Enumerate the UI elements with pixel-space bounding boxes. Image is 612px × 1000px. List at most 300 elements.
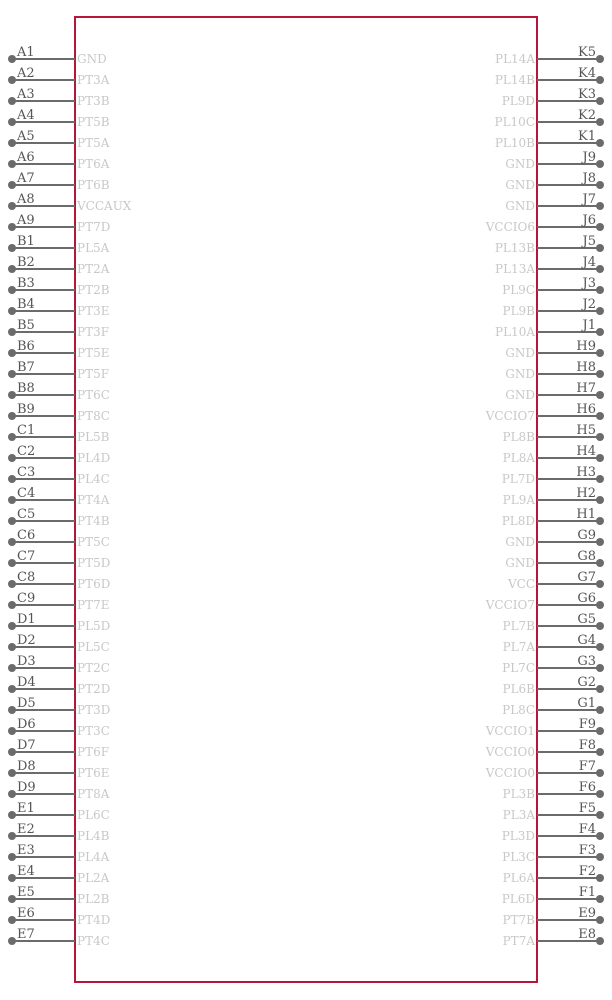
right-pin-F2 [503, 864, 604, 885]
pin-name: VCCAUX [77, 199, 132, 213]
pin-number: G7 [577, 570, 596, 585]
pin-name: VCCIO0 [485, 745, 535, 759]
pin-endpoint-dot [596, 664, 604, 672]
pin-name: PL10C [494, 115, 535, 129]
pin-name: PL3D [501, 829, 535, 843]
pin-name: VCCIO1 [485, 724, 535, 738]
pin-name: PT7E [77, 598, 110, 612]
left-pin-C9 [8, 591, 109, 612]
pin-endpoint-dot [8, 97, 16, 105]
pin-number: B4 [17, 297, 35, 312]
right-pin-J1 [495, 318, 604, 339]
pin-endpoint-dot [596, 769, 604, 777]
right-pin-H2 [503, 486, 604, 507]
right-pin-H6 [485, 402, 604, 423]
left-pin-A8 [8, 192, 132, 213]
pin-endpoint-dot [8, 76, 16, 84]
left-pin-B5 [8, 318, 109, 339]
pin-number: C5 [17, 507, 36, 522]
pin-endpoint-dot [8, 328, 16, 336]
pin-name: PT6D [77, 577, 111, 591]
pin-name: PL4B [77, 829, 110, 843]
pin-endpoint-dot [8, 685, 16, 693]
left-pin-A7 [8, 171, 110, 192]
pin-number: G9 [577, 528, 596, 543]
pin-name: PL4D [77, 451, 111, 465]
left-pin-C4 [8, 486, 110, 507]
pin-number: F9 [578, 717, 596, 732]
pin-endpoint-dot [8, 370, 16, 378]
right-pin-H9 [505, 339, 604, 360]
left-pin-D1 [8, 612, 110, 633]
pin-name: PT4B [77, 514, 110, 528]
pin-endpoint-dot [596, 244, 604, 252]
pin-number: K2 [578, 108, 596, 123]
pin-name: PT6C [77, 388, 110, 402]
pin-number: E7 [17, 927, 35, 942]
pin-number: H9 [576, 339, 596, 354]
pin-name: PL13B [494, 241, 535, 255]
pin-name: PT6E [77, 766, 110, 780]
left-pin-E5 [8, 885, 110, 906]
right-pin-F5 [503, 801, 604, 822]
pin-number: D4 [17, 675, 36, 690]
pin-endpoint-dot [596, 433, 604, 441]
pin-endpoint-dot [8, 748, 16, 756]
pin-endpoint-dot [596, 832, 604, 840]
pin-number: K1 [578, 129, 596, 144]
pin-number: C1 [17, 423, 36, 438]
right-pin-F3 [502, 843, 604, 864]
pin-number: D7 [17, 738, 36, 753]
pin-endpoint-dot [596, 139, 604, 147]
right-pin-G7 [507, 570, 604, 591]
pin-name: PL5C [77, 640, 110, 654]
pin-number: A4 [17, 108, 35, 123]
pin-number: A5 [17, 129, 35, 144]
left-pin-E6 [8, 906, 110, 927]
pin-number: F2 [578, 864, 596, 879]
pin-number: A9 [17, 213, 35, 228]
pin-endpoint-dot [8, 55, 16, 63]
pin-number: H1 [576, 507, 596, 522]
right-pin-H8 [505, 360, 604, 381]
pin-endpoint-dot [8, 874, 16, 882]
pin-name: PT2B [77, 283, 110, 297]
pin-number: E2 [17, 822, 35, 837]
pin-name: PL9B [502, 304, 535, 318]
right-pin-J2 [503, 297, 605, 318]
pin-name: PL4C [77, 472, 110, 486]
pin-endpoint-dot [596, 811, 604, 819]
pin-name: PL9C [502, 283, 535, 297]
pin-name: GND [505, 178, 535, 192]
pin-name: VCCIO6 [485, 220, 535, 234]
pin-number: H7 [576, 381, 596, 396]
pin-name: PT4A [77, 493, 110, 507]
pin-number: D6 [17, 717, 36, 732]
pin-name: PL5B [77, 430, 110, 444]
pin-number: F8 [578, 738, 596, 753]
pin-number: G2 [577, 675, 596, 690]
pin-endpoint-dot [8, 391, 16, 399]
pin-name: VCCIO7 [485, 409, 535, 423]
left-pin-B3 [8, 276, 110, 297]
pin-number: B1 [17, 234, 35, 249]
pin-name: PL13A [495, 262, 535, 276]
pin-number: J4 [582, 255, 596, 270]
pin-name: PL8C [502, 703, 535, 717]
pin-number: A3 [17, 87, 35, 102]
pin-number: E4 [17, 864, 35, 879]
right-pin-J6 [485, 213, 604, 234]
right-pin-G6 [485, 591, 604, 612]
left-pin-A3 [8, 87, 110, 108]
left-pin-E7 [8, 927, 110, 948]
pin-endpoint-dot [8, 706, 16, 714]
pin-endpoint-dot [8, 727, 16, 735]
pin-endpoint-dot [596, 55, 604, 63]
pin-endpoint-dot [8, 580, 16, 588]
pin-endpoint-dot [8, 433, 16, 441]
pin-name: PL8D [501, 514, 535, 528]
pin-endpoint-dot [596, 202, 604, 210]
right-pin-H4 [503, 444, 604, 465]
left-pin-C3 [8, 465, 110, 486]
pin-endpoint-dot [596, 454, 604, 462]
pin-number: B3 [17, 276, 35, 291]
left-pin-E1 [8, 801, 110, 822]
pin-endpoint-dot [8, 559, 16, 567]
right-pin-H3 [502, 465, 604, 486]
pin-name: GND [505, 199, 535, 213]
right-pin-E8 [503, 927, 604, 948]
pin-number: H2 [576, 486, 596, 501]
pin-number: A7 [17, 171, 35, 186]
pin-name: PT8C [77, 409, 110, 423]
pin-name: PT3C [77, 724, 110, 738]
pin-name: PT5C [77, 535, 110, 549]
right-pin-J4 [495, 255, 604, 276]
left-pin-C5 [8, 507, 110, 528]
pin-name: PL2A [77, 871, 110, 885]
right-pin-J9 [505, 150, 604, 171]
right-pin-G2 [503, 675, 605, 696]
pin-name: GND [77, 52, 107, 66]
right-pin-G5 [503, 612, 605, 633]
pin-name: PL14A [495, 52, 535, 66]
pin-name: PL7D [501, 472, 535, 486]
pin-number: E9 [578, 906, 596, 921]
pin-name: PL6B [502, 682, 535, 696]
left-pin-C7 [8, 549, 110, 570]
right-pin-F7 [485, 759, 604, 780]
right-pin-J7 [505, 192, 604, 213]
left-pin-A2 [8, 66, 110, 87]
pin-endpoint-dot [8, 769, 16, 777]
left-pin-B2 [8, 255, 110, 276]
pin-endpoint-dot [8, 475, 16, 483]
pin-number: E6 [17, 906, 35, 921]
right-pin-K1 [495, 129, 604, 150]
pin-name: PT3B [77, 94, 110, 108]
pin-number: G8 [577, 549, 596, 564]
right-pin-J8 [505, 171, 604, 192]
pin-endpoint-dot [596, 286, 604, 294]
pin-number: G6 [577, 591, 596, 606]
pin-number: A1 [17, 45, 35, 60]
pin-name: PL9D [501, 94, 535, 108]
pin-number: G4 [577, 633, 596, 648]
right-pin-G3 [502, 654, 604, 675]
pin-number: B5 [17, 318, 35, 333]
pin-endpoint-dot [8, 286, 16, 294]
pin-number: D3 [17, 654, 36, 669]
pin-name: GND [505, 535, 535, 549]
pin-number: J2 [582, 297, 596, 312]
pin-endpoint-dot [596, 706, 604, 714]
right-pin-K5 [495, 45, 604, 66]
right-pin-F8 [485, 738, 604, 759]
pin-number: J8 [582, 171, 596, 186]
pin-name: PT3A [77, 73, 110, 87]
pin-name: PT5A [77, 136, 110, 150]
right-pin-G1 [502, 696, 604, 717]
pin-name: PT6A [77, 157, 110, 171]
pin-endpoint-dot [596, 412, 604, 420]
pin-endpoint-dot [596, 496, 604, 504]
pin-endpoint-dot [8, 517, 16, 525]
pin-number: J6 [582, 213, 596, 228]
pin-number: F3 [578, 843, 596, 858]
pin-endpoint-dot [8, 832, 16, 840]
left-pin-C8 [8, 570, 110, 591]
pin-endpoint-dot [8, 790, 16, 798]
left-pin-A5 [8, 129, 110, 150]
pin-name: PL7B [502, 619, 535, 633]
pin-name: PL3C [502, 850, 535, 864]
pin-endpoint-dot [596, 475, 604, 483]
pin-name: PT6F [77, 745, 110, 759]
pin-endpoint-dot [596, 370, 604, 378]
left-pin-B8 [8, 381, 110, 402]
pin-name: PT5F [77, 367, 110, 381]
pin-endpoint-dot [596, 160, 604, 168]
right-pin-H7 [505, 381, 604, 402]
left-pin-D7 [8, 738, 109, 759]
pin-endpoint-dot [596, 790, 604, 798]
pin-endpoint-dot [596, 307, 604, 315]
pin-name: PT8A [77, 787, 110, 801]
pin-number: D1 [17, 612, 36, 627]
pin-name: PT7D [77, 220, 111, 234]
left-pin-A6 [8, 150, 110, 171]
left-pin-D9 [8, 780, 110, 801]
right-pin-group [485, 45, 604, 948]
pin-number: G5 [577, 612, 596, 627]
pin-endpoint-dot [8, 412, 16, 420]
pin-number: C3 [17, 465, 36, 480]
pin-endpoint-dot [8, 811, 16, 819]
pin-name: PL8B [502, 430, 535, 444]
right-pin-F1 [502, 885, 604, 906]
pin-name: PT3F [77, 325, 110, 339]
pin-number: A2 [17, 66, 35, 81]
pin-endpoint-dot [596, 517, 604, 525]
right-pin-H1 [502, 507, 604, 528]
pin-endpoint-dot [8, 202, 16, 210]
pin-number: E5 [17, 885, 35, 900]
right-pin-G4 [503, 633, 604, 654]
pin-number: J7 [582, 192, 596, 207]
left-pin-D6 [8, 717, 110, 738]
pin-endpoint-dot [596, 643, 604, 651]
pin-endpoint-dot [596, 748, 604, 756]
pin-name: PT7A [502, 934, 535, 948]
pin-name: PT2D [77, 682, 111, 696]
pin-name: PL6D [501, 892, 535, 906]
pin-number: H6 [576, 402, 596, 417]
pin-name: PL10B [494, 136, 535, 150]
left-pin-B9 [8, 402, 110, 423]
left-pin-group [8, 45, 132, 948]
component-body [75, 17, 537, 982]
pin-name: PL4A [77, 850, 110, 864]
pin-number: C6 [17, 528, 36, 543]
pin-endpoint-dot [596, 622, 604, 630]
pin-name: VCC [507, 577, 535, 591]
pin-name: GND [505, 556, 535, 570]
pin-name: PL8A [502, 451, 535, 465]
pin-number: C2 [17, 444, 36, 459]
pin-number: H8 [576, 360, 596, 375]
pin-endpoint-dot [8, 265, 16, 273]
pin-endpoint-dot [596, 580, 604, 588]
pin-endpoint-dot [8, 349, 16, 357]
pin-number: J1 [582, 318, 596, 333]
pin-name: PL6A [502, 871, 535, 885]
pin-number: D2 [17, 633, 36, 648]
pin-number: B7 [17, 360, 35, 375]
pin-name: PT4C [77, 934, 110, 948]
left-pin-A4 [8, 108, 110, 129]
left-pin-C2 [8, 444, 110, 465]
left-pin-B7 [8, 360, 109, 381]
pin-number: H4 [576, 444, 596, 459]
pin-name: PT5B [77, 115, 110, 129]
right-pin-E9 [502, 906, 604, 927]
pin-name: PL3A [502, 808, 535, 822]
pin-number: A8 [17, 192, 35, 207]
pin-number: B6 [17, 339, 35, 354]
left-pin-D5 [8, 696, 110, 717]
pin-name: PT4D [77, 913, 111, 927]
pin-endpoint-dot [8, 496, 16, 504]
pin-endpoint-dot [596, 685, 604, 693]
left-pin-D8 [8, 759, 109, 780]
pin-name: PL5A [77, 241, 110, 255]
pin-number: E8 [578, 927, 596, 942]
pin-name: PT7B [502, 913, 535, 927]
pin-number: K3 [578, 87, 596, 102]
pin-name: GND [505, 367, 535, 381]
left-pin-E2 [8, 822, 110, 843]
pin-name: GND [505, 157, 535, 171]
right-pin-J5 [495, 234, 604, 255]
left-pin-D3 [8, 654, 110, 675]
right-pin-F6 [503, 780, 605, 801]
pin-number: C7 [17, 549, 36, 564]
pin-number: C4 [17, 486, 36, 501]
pin-endpoint-dot [8, 454, 16, 462]
right-pin-H5 [503, 423, 605, 444]
pin-name: PT3E [77, 304, 110, 318]
pin-endpoint-dot [8, 139, 16, 147]
pin-name: PT5E [77, 346, 110, 360]
pin-name: PL10A [495, 325, 535, 339]
pin-endpoint-dot [596, 538, 604, 546]
pin-endpoint-dot [8, 223, 16, 231]
pin-number: F7 [578, 759, 596, 774]
pin-endpoint-dot [596, 895, 604, 903]
pin-number: F4 [578, 822, 596, 837]
pin-endpoint-dot [596, 97, 604, 105]
pin-endpoint-dot [8, 622, 16, 630]
pin-name: PT6B [77, 178, 110, 192]
pin-number: B9 [17, 402, 35, 417]
pin-endpoint-dot [596, 328, 604, 336]
pin-number: H3 [576, 465, 596, 480]
pin-endpoint-dot [8, 601, 16, 609]
pin-number: E1 [17, 801, 35, 816]
pin-name: PL5D [77, 619, 111, 633]
right-pin-G8 [505, 549, 604, 570]
pin-name: VCCIO7 [485, 598, 535, 612]
pin-endpoint-dot [596, 601, 604, 609]
left-pin-E3 [8, 843, 110, 864]
pin-endpoint-dot [596, 349, 604, 357]
pin-endpoint-dot [596, 223, 604, 231]
right-pin-K3 [502, 87, 604, 108]
pin-number: B8 [17, 381, 35, 396]
pin-endpoint-dot [596, 118, 604, 126]
left-pin-B6 [8, 339, 109, 360]
left-pin-D4 [8, 675, 110, 696]
pin-name: GND [505, 388, 535, 402]
pin-endpoint-dot [596, 559, 604, 567]
pin-endpoint-dot [596, 916, 604, 924]
pin-name: PL7C [502, 661, 535, 675]
right-pin-F9 [485, 717, 604, 738]
pin-number: H5 [576, 423, 596, 438]
pin-number: K5 [578, 45, 596, 60]
pin-endpoint-dot [8, 664, 16, 672]
pin-endpoint-dot [596, 181, 604, 189]
pin-name: PL9A [502, 493, 535, 507]
pin-number: A6 [17, 150, 35, 165]
pin-number: K4 [578, 66, 596, 81]
pin-number: F5 [578, 801, 596, 816]
pin-name: PL14B [494, 73, 535, 87]
pin-name: PT3D [77, 703, 111, 717]
pin-name: PT5D [77, 556, 111, 570]
right-pin-K4 [495, 66, 604, 87]
pin-endpoint-dot [596, 727, 604, 735]
pin-number: J3 [582, 276, 596, 291]
pin-number: J9 [582, 150, 596, 165]
pin-endpoint-dot [8, 118, 16, 126]
pin-number: C9 [17, 591, 36, 606]
